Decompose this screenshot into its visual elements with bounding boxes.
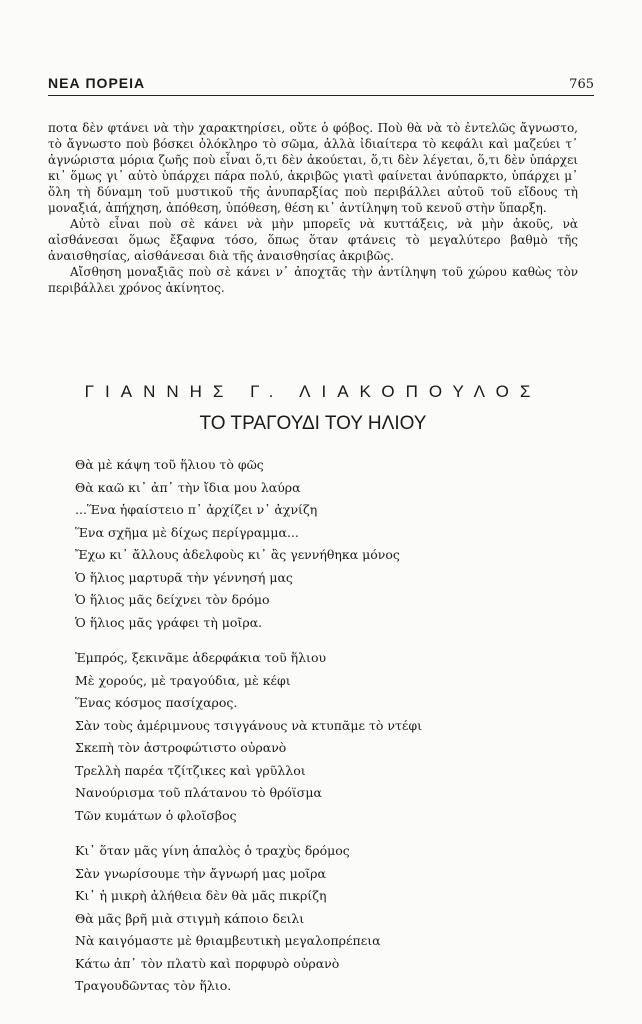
- poem-line: Μὲ χορούς, μὲ τραγούδια, μὲ κέφι: [75, 672, 291, 688]
- poem-author: ΓΙΑΝΝΗΣ Γ. ΛΙΑΚΟΠΟΥΛΟΣ: [84, 382, 542, 401]
- poem-line: Σὰν γνωρίσουμε τὴν ἄγνωρή μας μοῖρα: [75, 865, 326, 881]
- poem-line: Ἔχω κι᾽ ἄλλους ἀδελφοὺς κι᾽ ἂς γεννήθηκα μόνος: [75, 547, 400, 562]
- poem-line: Ἕνα σχῆμα μὲ δίχως περίγραμμα...: [75, 524, 299, 540]
- poem-line: Ἐμπρός, ξεκινᾶμε ἀδερφάκια τοῦ ἥλιου: [75, 650, 327, 665]
- poem-line: Σὰν τοὺς ἀμέριμνους τσιγγάνους νὰ κτυπᾶμε τὸ ντέφι: [75, 717, 423, 733]
- journal-title: ΝΕΑ ΠΟΡΕΙΑ: [48, 75, 146, 91]
- poem-line: Τῶν κυμάτων ὁ φλοῖσβος: [75, 807, 237, 823]
- stanza: [75, 647, 575, 827]
- poem-body: [75, 454, 575, 1011]
- poem-line: Θὰ καῶ κι᾽ ἀπ᾽ τὴν ἴδια μου λαύρα: [75, 479, 301, 495]
- stanza: [75, 454, 575, 634]
- prose-section: [48, 120, 578, 296]
- poem-line: Θὰ μὲ κάψη τοῦ ἥλιου τὸ φῶς: [75, 457, 264, 472]
- page-number: 765: [569, 77, 594, 92]
- poem-line: Ὁ ἥλιος μᾶς δείχνει τὸν δρόμο: [75, 592, 270, 607]
- running-header: [48, 75, 594, 96]
- poem-line: Κι᾽ ἡ μικρὴ ἀλήθεια δὲν θὰ μᾶς πικρίζη: [75, 888, 327, 903]
- poem-line: Ἕνας κόσμος πασίχαρος.: [75, 695, 238, 710]
- poem-line: Νὰ καιγόμαστε μὲ θριαμβευτικὴ μεγαλοπρέπεια: [75, 933, 381, 948]
- poem-line: Κάτω ἀπ᾽ τὸν πλατὺ καὶ πορφυρὸ οὐρανὸ: [75, 955, 340, 971]
- poem-line: Κι᾽ ὅταν μᾶς γίνη ἁπαλὸς ὁ τραχὺς δρόμος: [75, 843, 350, 858]
- poem-title: ΤΟ ΤΡΑΓΟΥΔΙ ΤΟΥ ΗΛΙΟΥ: [199, 413, 427, 434]
- stanza: [75, 840, 575, 998]
- prose-paragraph: ποτα δὲν φτάνει νὰ τὴν χαρακτηρίσει, οὔτε ὁ φόβος. Ποὺ θὰ νὰ τὸ ἐντελῶς ἄγνωστο, τὸ ἄγνωστο ποὺ βόσκει ὁλόκληρο τὸ σῶμα, ἀλλὰ ἰδιαίτερα τὸ κεφάλι καὶ μαζεύει τ᾽ ἀγνώριστα μόρια ζωῆς ποὺ εἶναι ὅ,τι δὲν ἀκούεται, ὅ,τι δὲν λέγεται, ὅ,τι δὲν ὑπάρχει κι᾽ ὅμως γι᾽ αὐτὸ ὑπάρχει πάρα πολύ, ἀκριβῶς γιατὶ φαίνεται ἀνύπαρκτο, ὑπάρχει μ᾽ ὅλη τὴ δύναμη τοῦ μυστικοῦ τῆς ἀνυπαρξίας ποὺ περιβάλλει αὐτοῦ τοῦ εἴδους τὴ μοναξιά, ἀπήχηση, ἀπόθεση, ὑπόθεση, θέση κι᾽ ἀντίληψη τοῦ κενοῦ στὴν ὕπαρξη.: [48, 121, 578, 215]
- poem-line: Τρελλὴ παρέα τζίτζικες καὶ γρῦλλοι: [75, 762, 306, 778]
- prose-paragraph: Αἴσθηση μοναξιᾶς ποὺ σὲ κάνει ν᾽ ἀποχτᾶς τὴν ἀντίληψη τοῦ χώρου καθὼς τὸν περιβάλλει χρόνος ἀκίνητος.: [48, 265, 578, 295]
- poem-line: ...Ἕνα ἡφαίστειο π᾽ ἀρχίζει ν᾽ ἀχνίζη: [75, 502, 318, 517]
- poem-line: Ὁ ἥλιος μαρτυρᾶ τὴν γέννησή μας: [75, 569, 293, 585]
- poem-line: Σκεπὴ τὸν ἀστροφώτιστο οὐρανὸ: [75, 740, 287, 755]
- poem-line: Τραγουδῶντας τὸν ἥλιο.: [75, 978, 232, 993]
- poem-line: Ὁ ἥλιος μᾶς γράφει τὴ μοῖρα.: [75, 614, 263, 630]
- poem-line: Νανούρισμα τοῦ πλάτανου τὸ θρόϊσμα: [75, 785, 322, 800]
- poem-line: Θὰ μᾶς βρῆ μιὰ στιγμὴ κάποιο δειλι: [75, 910, 305, 926]
- prose-paragraph: Αὐτὸ εἶναι ποὺ σὲ κάνει νὰ μὴν μπορεῖς νὰ κυττάξεις, νὰ μὴν ἀκοῦς, νὰ αἰσθάνεσαι ὅμως ἔξαφνα τόσο, ὅπως ὅταν φτάνεις τὸ μεγαλύτερο βαθμὸ τῆς ἀναισθησίας, αἰσθάνεσαι διὰ τῆς ἀναισθησίας ἀκριβῶς.: [48, 217, 578, 263]
